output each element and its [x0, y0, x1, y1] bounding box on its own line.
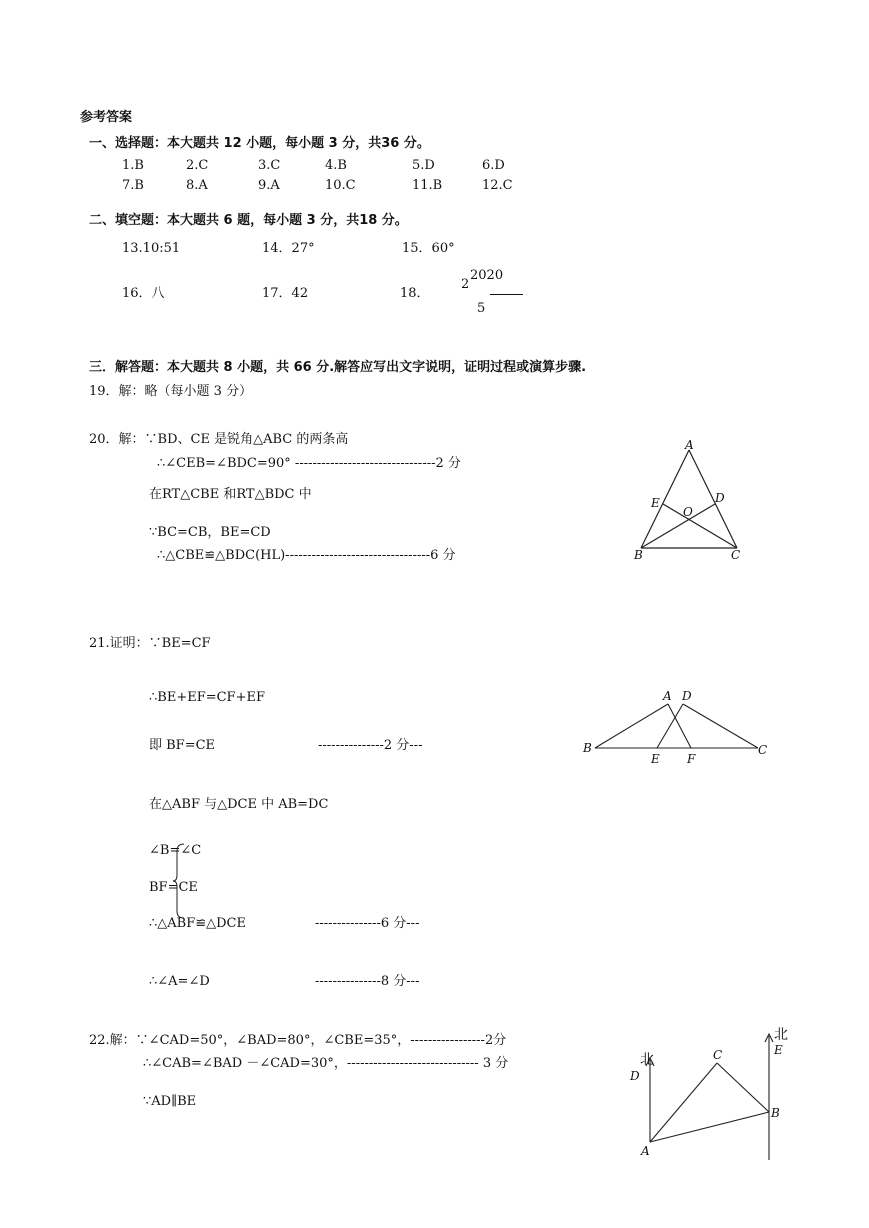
label-c: C	[731, 548, 741, 562]
q21-line1: 21.证明：∵BE=CF	[89, 636, 211, 651]
q20-line2: ∴∠CEB=∠BDC=90° --------------------------------2 分	[157, 456, 461, 471]
q21-score-2: ---------------2 分---	[318, 738, 423, 753]
q20-line4: ∵BC=CB，BE=CD	[149, 525, 271, 540]
answer-18-denominator: 5	[477, 301, 486, 316]
side-dc	[683, 704, 758, 748]
label-b: B	[771, 1106, 780, 1120]
label-a: A	[641, 1144, 650, 1158]
q21-line7: ∴△ABF≌△DCE	[149, 916, 246, 931]
q22-line1: 22.解：∵∠CAD=50°，∠BAD=80°，∠CBE=35°，-----------------2分	[89, 1033, 507, 1048]
answer-12: 12.C	[482, 178, 513, 193]
label-c: C	[713, 1048, 723, 1062]
label-e: E	[651, 752, 660, 766]
section1-heading: 一、选择题：本大题共 12 小题，每小题 3 分，共36 分。	[89, 136, 430, 151]
label-d: D	[682, 689, 692, 703]
answer-6: 6.D	[482, 158, 505, 173]
q21-triangles-figure	[578, 684, 768, 769]
answer-15: 15．60°	[402, 241, 455, 256]
q21-score-8: ---------------8 分---	[315, 974, 420, 989]
answer-13: 13.10:51	[122, 241, 181, 256]
answer-17: 17．42	[262, 286, 309, 301]
q22-line2: ∴∠CAB=∠BAD －∠CAD=30°，------------------------------ 3 分	[143, 1056, 509, 1071]
label-a: A	[663, 689, 672, 703]
label-f: F	[687, 752, 696, 766]
label-north-a: 北	[640, 1052, 654, 1068]
q22-bearing-figure	[620, 1020, 800, 1170]
q20-line3: 在RT△CBE 和RT△BDC 中	[149, 487, 312, 502]
answer-8: 8.A	[186, 178, 208, 193]
side-ab	[595, 704, 668, 748]
q22-line3: ∵AD∥BE	[143, 1094, 197, 1109]
fraction-bar	[490, 294, 523, 295]
q21-line8: ∴∠A=∠D	[149, 974, 210, 989]
answer-2: 2.C	[186, 158, 209, 173]
label-e: E	[774, 1043, 783, 1057]
answer-10: 10.C	[325, 178, 356, 193]
q21-line2: ∴BE+EF=CF+EF	[149, 690, 265, 705]
answer-18-numerator: 2	[461, 277, 470, 292]
answer-16: 16．八	[122, 286, 165, 301]
q20-line1: 20．解：∵BD、CE 是锐角△ABC 的两条高	[89, 432, 349, 447]
label-c: C	[758, 743, 768, 757]
answer-14: 14．27°	[262, 241, 315, 256]
answer-18-label: 18．	[400, 286, 430, 301]
answer-18-exponent: 2020	[470, 268, 504, 283]
q21-line4: 在△ABF 与△DCE 中 AB=DC	[149, 797, 329, 812]
q21-line3: 即 BF=CE	[149, 738, 216, 753]
q21-line5: ∠B=∠C	[149, 843, 202, 858]
q20-line5: ∴△CBE≌△BDC(HL)---------------------------------6 分	[157, 548, 456, 563]
segment-ac	[650, 1063, 717, 1142]
answer-1: 1.B	[122, 158, 144, 173]
q21-score-6: ---------------6 分---	[315, 916, 420, 931]
answer-3: 3.C	[258, 158, 281, 173]
answer-11: 11.B	[412, 178, 443, 193]
label-d: D	[715, 491, 725, 505]
answer-4: 4.B	[325, 158, 347, 173]
answer-9: 9.A	[258, 178, 280, 193]
q21-brace	[172, 843, 186, 919]
label-a: A	[685, 438, 694, 452]
q20-triangle-figure	[630, 438, 750, 568]
label-d: D	[630, 1069, 640, 1083]
section2-heading: 二、填空题：本大题共 6 题，每小题 3 分，共18 分。	[89, 213, 408, 228]
label-b: B	[634, 548, 643, 562]
label-e: E	[651, 496, 660, 510]
label-b: B	[583, 741, 592, 755]
q21-line6: BF=CE	[149, 880, 198, 895]
answer-5: 5.D	[412, 158, 435, 173]
segment-cb	[717, 1063, 769, 1112]
page-title: 参考答案	[80, 110, 133, 125]
label-north-b: 北	[774, 1027, 788, 1043]
segment-ab	[650, 1112, 769, 1142]
label-o: O	[683, 505, 693, 519]
q19-answer: 19．解：略（每小题 3 分）	[89, 384, 253, 399]
section3-heading: 三．解答题：本大题共 8 小题，共 66 分.解答应写出文字说明，证明过程或演算步骤.	[89, 360, 587, 375]
answer-7: 7.B	[122, 178, 144, 193]
